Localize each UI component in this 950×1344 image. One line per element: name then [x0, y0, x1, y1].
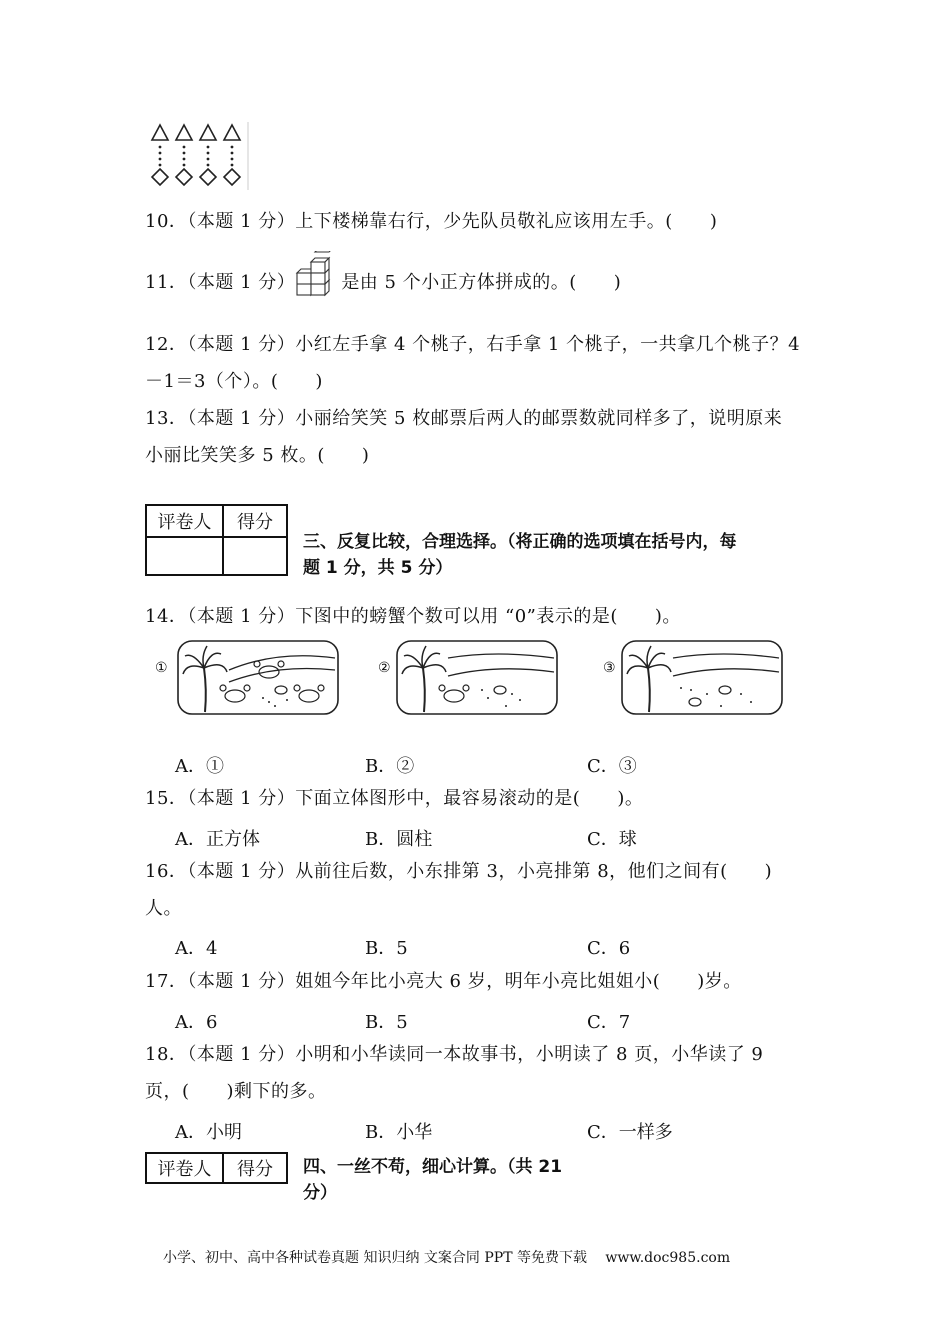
section-3-title-line2: 题 1 分，共 5 分） [303, 558, 453, 578]
question-10: 10．（本题 1 分）上下楼梯靠右行，少先队员敬礼应该用左手。( ) [145, 211, 718, 232]
picture-label-1: ① [155, 660, 168, 676]
question-14: 14．（本题 1 分）下图中的螃蟹个数可以用 “0”表示的是( )。 [145, 606, 681, 627]
question-12-line2: －1＝3（个）。( ) [145, 371, 323, 392]
score-box-section-3 [145, 504, 288, 576]
q15-option-b[interactable]: B．圆柱 [365, 829, 433, 850]
picture-1-three-crabs [177, 640, 339, 716]
question-16-line2: 人。 [145, 898, 182, 919]
question-18-line1: 18．（本题 1 分）小明和小华读同一本故事书，小明读了 8 页，小华读了 9 [145, 1044, 764, 1065]
question-11-suffix: 是由 5 个小正方体拼成的。( ) [341, 272, 622, 293]
grader-label: 评卷人 [146, 505, 223, 537]
grader-cell[interactable] [146, 537, 223, 575]
q15-option-c[interactable]: C．球 [587, 829, 637, 850]
picture-2-one-crab [396, 640, 558, 716]
picture-3-no-crabs [621, 640, 783, 716]
question-11-prefix: 11．（本题 1 分） [145, 272, 296, 293]
q16-option-c[interactable]: C．6 [587, 938, 631, 959]
question-12-line1: 12．（本题 1 分）小红左手拿 4 个桃子，右手拿 1 个桃子，一共拿几个桃子？4 [145, 334, 801, 355]
section-4-title-line1: 四、一丝不苟，细心计算。（共 21 [303, 1157, 563, 1177]
q16-option-a[interactable]: A．4 [175, 938, 218, 959]
question-16-line1: 16．（本题 1 分）从前往后数，小东排第 3，小亮排第 8，他们之间有( ) [145, 861, 773, 882]
q17-option-b[interactable]: B．5 [365, 1012, 408, 1033]
question-18-line2: 页，( )剩下的多。 [145, 1081, 327, 1102]
question-13-line1: 13．（本题 1 分）小丽给笑笑 5 枚邮票后两人的邮票数就同样多了，说明原来 [145, 408, 783, 429]
q14-option-a[interactable]: A．① [175, 756, 224, 777]
q15-option-a[interactable]: A．正方体 [175, 829, 260, 850]
score-label: 得分 [223, 505, 287, 537]
grader-label: 评卷人 [146, 1153, 223, 1183]
question-13-line2: 小丽比笑笑多 5 枚。( ) [145, 445, 370, 466]
q18-option-c[interactable]: C．一样多 [587, 1122, 673, 1143]
section-4-title-line2: 分） [303, 1183, 337, 1203]
picture-label-3: ③ [603, 660, 616, 676]
score-label: 得分 [223, 1153, 287, 1183]
question-15: 15．（本题 1 分）下面立体图形中，最容易滚动的是( )。 [145, 788, 644, 809]
q14-option-b[interactable]: B．② [365, 756, 415, 777]
q18-option-b[interactable]: B．小华 [365, 1122, 433, 1143]
score-cell[interactable] [223, 537, 287, 575]
section-3-title-line1: 三、反复比较，合理选择。（将正确的选项填在括号内，每 [303, 532, 737, 552]
q17-option-a[interactable]: A．6 [175, 1012, 218, 1033]
picture-label-2: ② [378, 660, 391, 676]
cube-stack-figure [295, 273, 341, 293]
question-11 [145, 264, 621, 301]
page-footer: 小学、初中、高中各种试卷真题 知识归纳 文案合同 PPT 等免费下载 www.doc985.com [163, 1250, 731, 1266]
q16-option-b[interactable]: B．5 [365, 938, 408, 959]
q17-option-c[interactable]: C．7 [587, 1012, 631, 1033]
score-box-section-4 [145, 1152, 288, 1184]
q18-option-a[interactable]: A．小明 [175, 1122, 242, 1143]
triangle-diamond-figure [148, 120, 253, 192]
q14-option-c[interactable]: C．③ [587, 756, 637, 777]
question-17: 17．（本题 1 分）姐姐今年比小亮大 6 岁，明年小亮比姐姐小( )岁。 [145, 971, 742, 992]
